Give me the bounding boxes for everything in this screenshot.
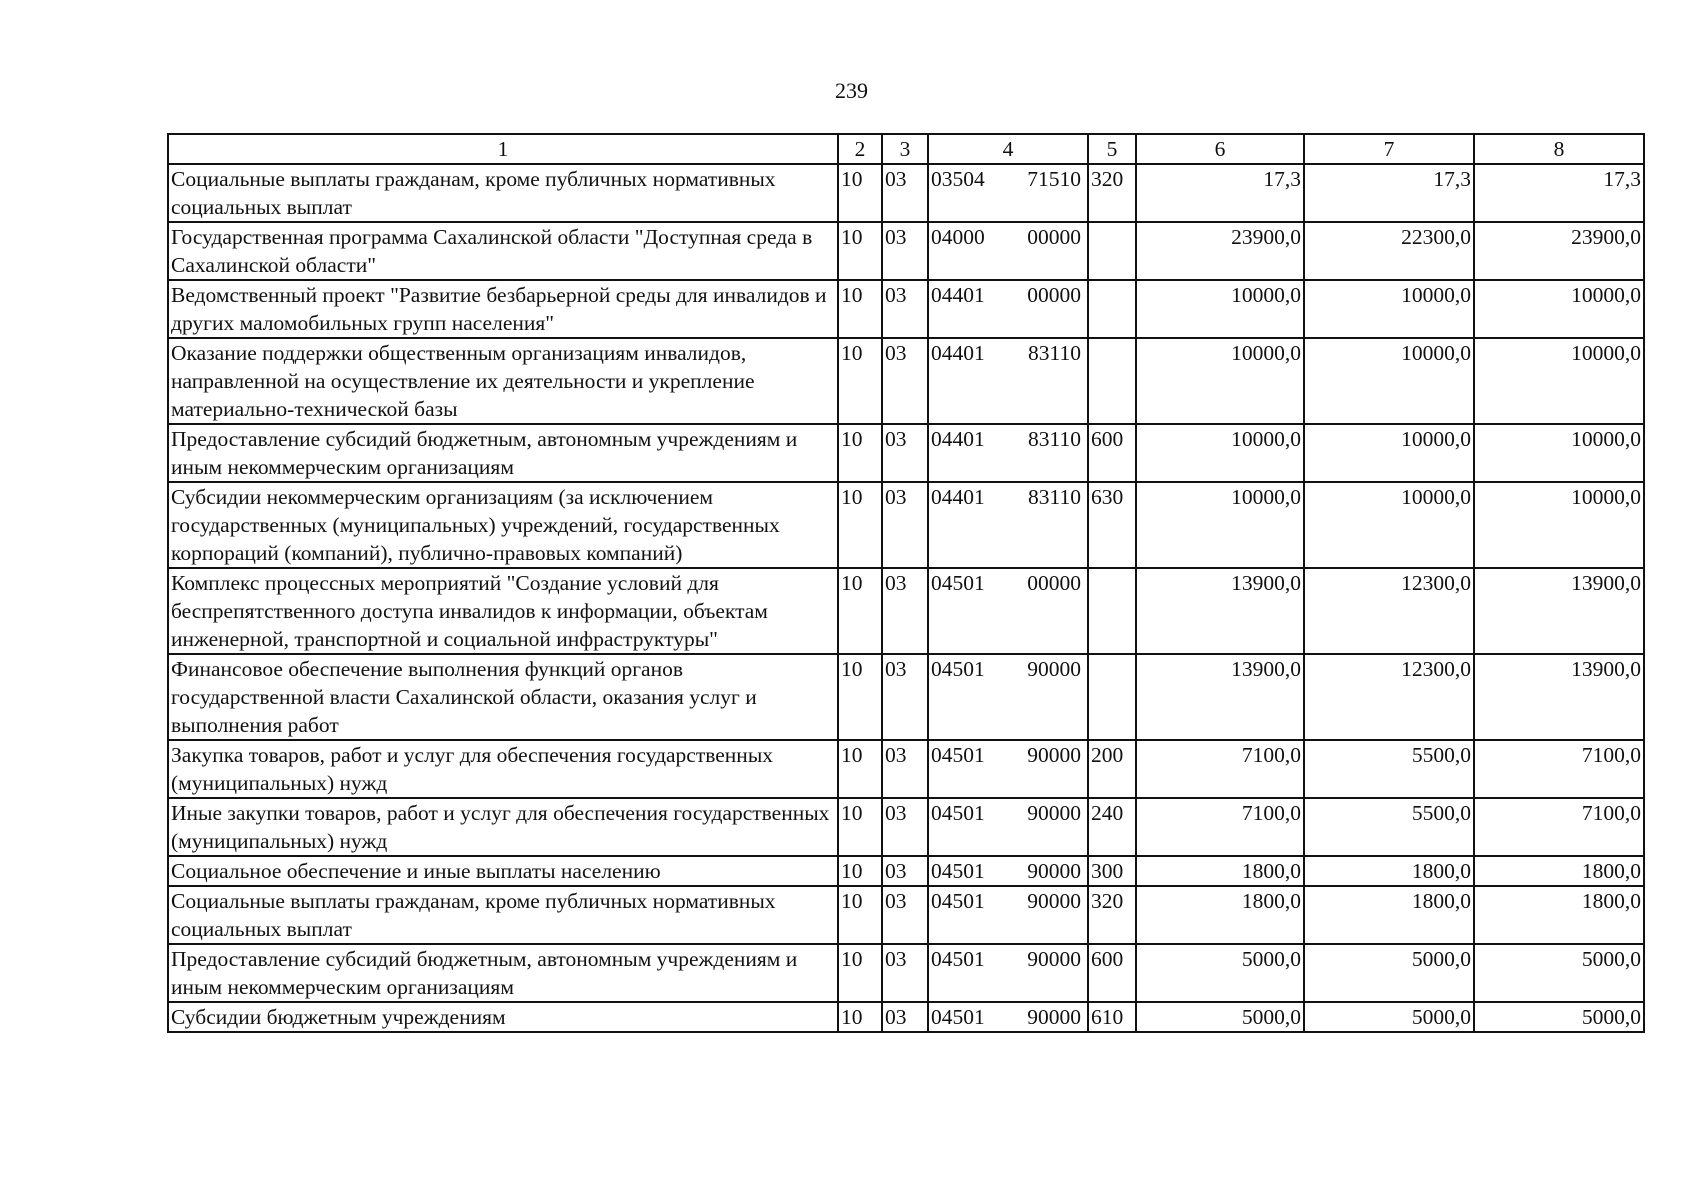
row-name-cell: Социальные выплаты гражданам, кроме публичных нормативных социальных выплат (168, 164, 838, 222)
target-code-direction: 71510 (1027, 167, 1081, 191)
row-amount-col6-cell: 10000,0 (1136, 482, 1304, 568)
target-code-direction: 90000 (1027, 947, 1081, 971)
row-name-cell: Оказание поддержки общественным организациям инвалидов, направленной на осуществление их деятельности и укрепление материально-технической базы (168, 338, 838, 424)
row-amount-col8-cell: 1800,0 (1474, 856, 1644, 886)
row-expense-type-cell: 240 (1088, 798, 1136, 856)
row-amount-col6-cell: 7100,0 (1136, 798, 1304, 856)
row-amount-col7-cell: 5000,0 (1304, 944, 1474, 1002)
row-amount-col8-cell: 17,3 (1474, 164, 1644, 222)
row-amount-col8-cell: 7100,0 (1474, 798, 1644, 856)
target-code-direction: 83110 (1028, 427, 1081, 451)
target-code-program: 04000 (931, 225, 985, 249)
target-code-direction: 00000 (1027, 225, 1081, 249)
column-header: 6 (1136, 134, 1304, 164)
table-row (168, 944, 1644, 1002)
row-expense-type-cell: 320 (1088, 886, 1136, 944)
row-name-cell: Финансовое обеспечение выполнения функций органов государственной власти Сахалинской области, оказания услуг и выполнения работ (168, 654, 838, 740)
row-expense-type-cell: 320 (1088, 164, 1136, 222)
row-amount-col8-cell: 23900,0 (1474, 222, 1644, 280)
target-code-program: 04501 (931, 801, 985, 825)
row-amount-col6-cell: 10000,0 (1136, 338, 1304, 424)
row-amount-col6-cell: 1800,0 (1136, 886, 1304, 944)
row-target-cell (928, 482, 1088, 568)
target-code-program: 04501 (931, 657, 985, 681)
row-subsection-cell: 03 (882, 654, 928, 740)
row-expense-type-cell (1088, 338, 1136, 424)
row-subsection-cell: 03 (882, 338, 928, 424)
row-subsection-cell: 03 (882, 1002, 928, 1032)
target-code-program: 04401 (931, 341, 985, 365)
row-amount-col8-cell: 10000,0 (1474, 482, 1644, 568)
table-row (168, 654, 1644, 740)
row-amount-col8-cell: 5000,0 (1474, 944, 1644, 1002)
target-code-program: 04501 (931, 889, 985, 913)
row-amount-col8-cell: 10000,0 (1474, 280, 1644, 338)
target-code-direction: 90000 (1027, 859, 1081, 883)
row-name-cell: Социальные выплаты гражданам, кроме публичных нормативных социальных выплат (168, 886, 838, 944)
row-expense-type-cell: 610 (1088, 1002, 1136, 1032)
row-subsection-cell: 03 (882, 482, 928, 568)
row-amount-col8-cell: 7100,0 (1474, 740, 1644, 798)
target-code-direction: 83110 (1028, 341, 1081, 365)
row-section-cell: 10 (838, 482, 882, 568)
row-amount-col7-cell: 1800,0 (1304, 886, 1474, 944)
row-target-cell (928, 798, 1088, 856)
row-section-cell: 10 (838, 886, 882, 944)
row-amount-col7-cell: 10000,0 (1304, 482, 1474, 568)
row-section-cell: 10 (838, 164, 882, 222)
row-subsection-cell: 03 (882, 856, 928, 886)
row-section-cell: 10 (838, 944, 882, 1002)
table-row (168, 568, 1644, 654)
target-code-program: 04501 (931, 1005, 985, 1029)
row-amount-col7-cell: 5000,0 (1304, 1002, 1474, 1032)
row-amount-col8-cell: 5000,0 (1474, 1002, 1644, 1032)
row-section-cell: 10 (838, 222, 882, 280)
row-subsection-cell: 03 (882, 798, 928, 856)
table-row (168, 886, 1644, 944)
row-subsection-cell: 03 (882, 424, 928, 482)
table-body (168, 164, 1644, 1032)
row-amount-col6-cell: 13900,0 (1136, 568, 1304, 654)
row-amount-col7-cell: 12300,0 (1304, 568, 1474, 654)
table-row (168, 164, 1644, 222)
table-row (168, 280, 1644, 338)
target-code-direction: 90000 (1027, 743, 1081, 767)
row-target-cell (928, 886, 1088, 944)
row-amount-col6-cell: 1800,0 (1136, 856, 1304, 886)
row-expense-type-cell (1088, 222, 1136, 280)
row-name-cell: Комплекс процессных мероприятий "Создание условий для беспрепятственного доступа инвалидов к информации, объектам инженерной, транспортной и социальной инфраструктуры" (168, 568, 838, 654)
target-code-direction: 90000 (1027, 1005, 1081, 1029)
target-code-direction: 83110 (1028, 485, 1081, 509)
row-amount-col7-cell: 22300,0 (1304, 222, 1474, 280)
row-amount-col7-cell: 5500,0 (1304, 798, 1474, 856)
row-amount-col6-cell: 10000,0 (1136, 280, 1304, 338)
row-name-cell: Предоставление субсидий бюджетным, автономным учреждениям и иным некоммерческим организациям (168, 944, 838, 1002)
table-row (168, 1002, 1644, 1032)
column-header: 5 (1088, 134, 1136, 164)
row-amount-col6-cell: 5000,0 (1136, 1002, 1304, 1032)
row-section-cell: 10 (838, 338, 882, 424)
page-number: 239 (835, 78, 868, 103)
row-amount-col6-cell: 10000,0 (1136, 424, 1304, 482)
column-header: 3 (882, 134, 928, 164)
row-expense-type-cell: 600 (1088, 424, 1136, 482)
row-expense-type-cell (1088, 280, 1136, 338)
row-amount-col6-cell: 13900,0 (1136, 654, 1304, 740)
column-header: 1 (168, 134, 838, 164)
row-expense-type-cell: 300 (1088, 856, 1136, 886)
table-row (168, 338, 1644, 424)
row-target-cell (928, 1002, 1088, 1032)
table-row (168, 222, 1644, 280)
row-section-cell: 10 (838, 1002, 882, 1032)
row-amount-col6-cell: 7100,0 (1136, 740, 1304, 798)
row-subsection-cell: 03 (882, 886, 928, 944)
row-section-cell: 10 (838, 856, 882, 886)
row-name-cell: Ведомственный проект "Развитие безбарьерной среды для инвалидов и других маломобильных групп населения" (168, 280, 838, 338)
table-row (168, 424, 1644, 482)
column-header: 8 (1474, 134, 1644, 164)
row-subsection-cell: 03 (882, 740, 928, 798)
row-name-cell: Социальное обеспечение и иные выплаты населению (168, 856, 838, 886)
table-row (168, 740, 1644, 798)
row-amount-col7-cell: 12300,0 (1304, 654, 1474, 740)
row-target-cell (928, 944, 1088, 1002)
target-code-program: 04501 (931, 571, 985, 595)
row-expense-type-cell: 600 (1088, 944, 1136, 1002)
row-subsection-cell: 03 (882, 164, 928, 222)
row-expense-type-cell: 200 (1088, 740, 1136, 798)
target-code-direction: 00000 (1027, 571, 1081, 595)
row-name-cell: Субсидии некоммерческим организациям (за исключением государственных (муниципальных) учреждений, государственных корпораций (компаний), публично-правовых компаний) (168, 482, 838, 568)
row-amount-col7-cell: 17,3 (1304, 164, 1474, 222)
row-section-cell: 10 (838, 740, 882, 798)
row-expense-type-cell (1088, 654, 1136, 740)
target-code-program: 04501 (931, 947, 985, 971)
row-amount-col7-cell: 1800,0 (1304, 856, 1474, 886)
column-header: 2 (838, 134, 882, 164)
row-target-cell (928, 568, 1088, 654)
row-name-cell: Закупка товаров, работ и услуг для обеспечения государственных (муниципальных) нужд (168, 740, 838, 798)
target-code-direction: 00000 (1027, 283, 1081, 307)
row-subsection-cell: 03 (882, 944, 928, 1002)
row-expense-type-cell (1088, 568, 1136, 654)
row-amount-col8-cell: 10000,0 (1474, 338, 1644, 424)
row-amount-col6-cell: 17,3 (1136, 164, 1304, 222)
row-subsection-cell: 03 (882, 280, 928, 338)
row-amount-col6-cell: 23900,0 (1136, 222, 1304, 280)
row-amount-col8-cell: 1800,0 (1474, 886, 1644, 944)
row-name-cell: Иные закупки товаров, работ и услуг для обеспечения государственных (муниципальных) нужд (168, 798, 838, 856)
table-row (168, 798, 1644, 856)
row-amount-col7-cell: 10000,0 (1304, 280, 1474, 338)
row-name-cell: Субсидии бюджетным учреждениям (168, 1002, 838, 1032)
row-amount-col6-cell: 5000,0 (1136, 944, 1304, 1002)
row-name-cell: Предоставление субсидий бюджетным, автономным учреждениям и иным некоммерческим организациям (168, 424, 838, 482)
row-target-cell (928, 222, 1088, 280)
row-section-cell: 10 (838, 798, 882, 856)
row-amount-col8-cell: 13900,0 (1474, 568, 1644, 654)
row-subsection-cell: 03 (882, 222, 928, 280)
row-target-cell (928, 740, 1088, 798)
target-code-direction: 90000 (1027, 889, 1081, 913)
table-header-row (168, 134, 1644, 164)
table-row (168, 482, 1644, 568)
row-target-cell (928, 338, 1088, 424)
row-amount-col7-cell: 10000,0 (1304, 338, 1474, 424)
row-target-cell (928, 164, 1088, 222)
row-amount-col7-cell: 5500,0 (1304, 740, 1474, 798)
budget-table (167, 133, 1645, 1033)
row-section-cell: 10 (838, 424, 882, 482)
row-target-cell (928, 654, 1088, 740)
target-code-program: 04401 (931, 427, 985, 451)
target-code-program: 04501 (931, 743, 985, 767)
row-subsection-cell: 03 (882, 568, 928, 654)
target-code-direction: 90000 (1027, 657, 1081, 681)
row-target-cell (928, 424, 1088, 482)
target-code-program: 04401 (931, 283, 985, 307)
row-expense-type-cell: 630 (1088, 482, 1136, 568)
target-code-program: 04501 (931, 859, 985, 883)
row-target-cell (928, 280, 1088, 338)
row-amount-col7-cell: 10000,0 (1304, 424, 1474, 482)
target-code-program: 04401 (931, 485, 985, 509)
row-target-cell (928, 856, 1088, 886)
row-amount-col8-cell: 10000,0 (1474, 424, 1644, 482)
column-header: 4 (928, 134, 1088, 164)
table-row (168, 856, 1644, 886)
row-section-cell: 10 (838, 280, 882, 338)
column-header: 7 (1304, 134, 1474, 164)
row-section-cell: 10 (838, 568, 882, 654)
target-code-program: 03504 (931, 167, 985, 191)
row-amount-col8-cell: 13900,0 (1474, 654, 1644, 740)
row-name-cell: Государственная программа Сахалинской области "Доступная среда в Сахалинской области" (168, 222, 838, 280)
target-code-direction: 90000 (1027, 801, 1081, 825)
row-section-cell: 10 (838, 654, 882, 740)
